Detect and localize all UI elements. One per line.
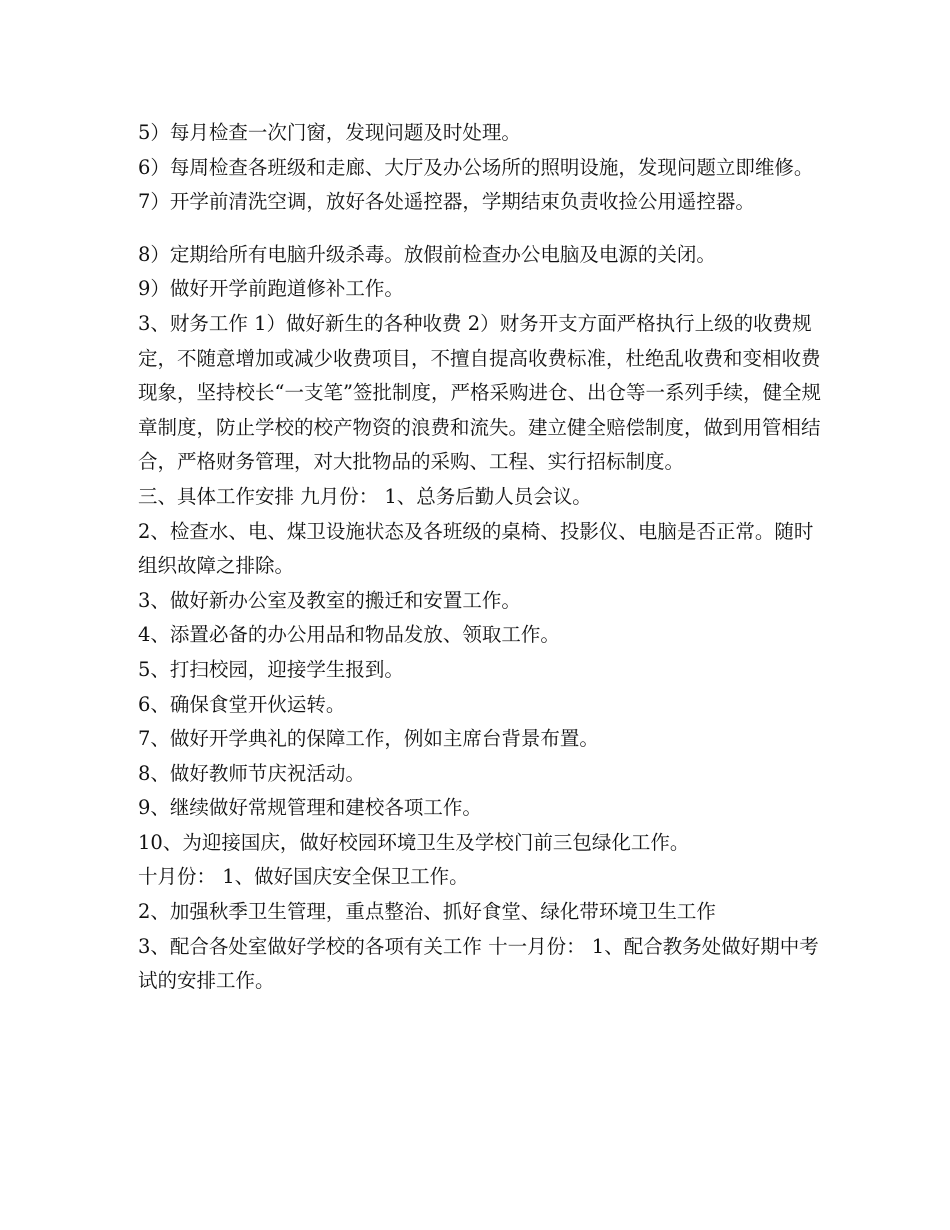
paragraph-17: 十月份： 1、做好国庆安全保卫工作。 — [138, 865, 469, 889]
paragraph-18: 2、加强秋季卫生管理，重点整治、抓好食堂、绿化带环境卫生工作 — [138, 900, 716, 924]
paragraph-4: 8）定期给所有电脑升级杀毒。放假前检查办公电脑及电源的关闭。 — [138, 242, 716, 266]
paragraph-9: 3、做好新办公室及教室的搬迁和安置工作。 — [138, 588, 521, 612]
paragraph-16: 10、为迎接国庆，做好校园环境卫生及学校门前三包绿化工作。 — [138, 830, 690, 854]
paragraph-8: 2、检查水、电、煤卫设施状态及各班级的桌椅、投影仪、电脑是否正常。随时组织故障之排除。 — [138, 519, 814, 578]
paragraph-gap — [138, 220, 828, 238]
paragraph-12: 6、确保食堂开伙运转。 — [138, 692, 346, 716]
paragraph-7: 三、具体工作安排 九月份： 1、总务后勤人员会议。 — [138, 484, 592, 508]
paragraph-13: 7、做好开学典礼的保障工作，例如主席台背景布置。 — [138, 727, 599, 751]
document-body — [138, 116, 828, 999]
paragraph-2: 6）每周检查各班级和走廊、大厅及办公场所的照明设施，发现问题立即维修。 — [138, 155, 814, 179]
paragraph-6: 3、财务工作 1）做好新生的各种收费 2）财务开支方面严格执行上级的收费规定，不随意增加或减少收费项目，不擅自提高收费标准，杜绝乱收费和变相收费现象，坚持校长“一支笔”签批制度，严格采购进仓、出仓等一系列手续，健全规章制度，防止学校的校产物资的浪费和流失。建立健全赔偿制度，做到用管相结合，严格财务管理，对大批物品的采购、工程、实行招标制度。 — [138, 311, 821, 474]
paragraph-11: 5、打扫校园，迎接学生报到。 — [138, 657, 404, 681]
paragraph-1: 5）每月检查一次门窗，发现问题及时处理。 — [138, 121, 521, 144]
paragraph-19: 3、配合各处室做好学校的各项有关工作 十一月份： 1、配合教务处做好期中考试的安排工作。 — [138, 934, 819, 993]
paragraph-10: 4、添置必备的办公用品和物品发放、领取工作。 — [138, 623, 560, 647]
paragraph-14: 8、做好教师节庆祝活动。 — [138, 761, 365, 785]
paragraph-3: 7）开学前清洗空调，放好各处遥控器，学期结束负责收捡公用遥控器。 — [138, 190, 755, 214]
paragraph-5: 9）做好开学前跑道修补工作。 — [138, 277, 404, 301]
paragraph-15: 9、继续做好常规管理和建校各项工作。 — [138, 796, 482, 820]
